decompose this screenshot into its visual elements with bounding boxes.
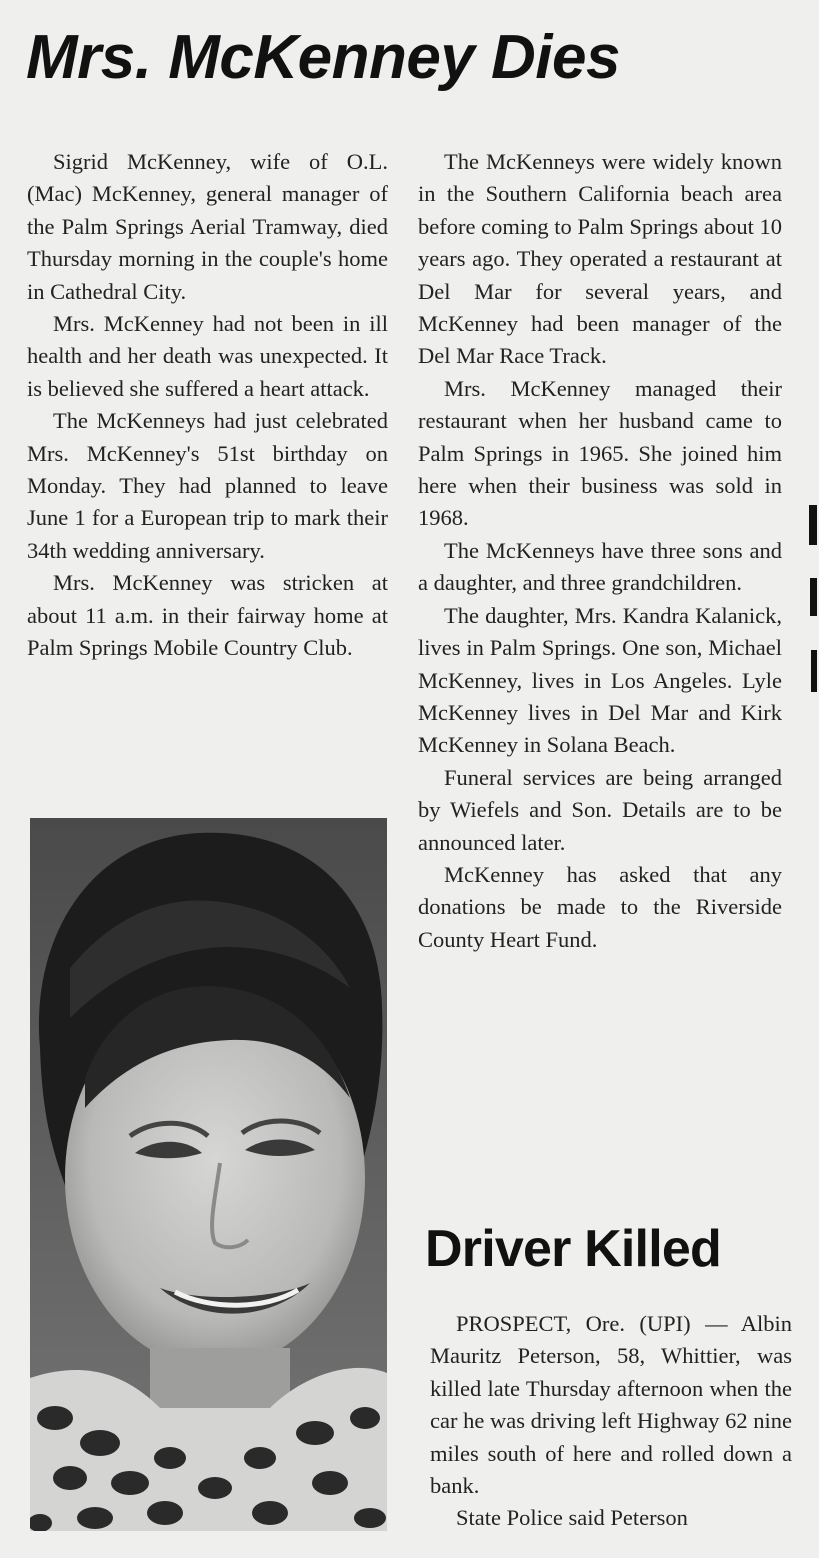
paragraph: Mrs. McKenney was stricken at about 11 a.m. in their fairway home at Palm Springs Mobile Country Club. [27, 570, 388, 661]
story-column-left [27, 146, 388, 665]
paragraph: Funeral services are being arranged by Wiefels and Son. Details are to be announced later. [418, 764, 782, 855]
adjacent-column-edge [810, 578, 817, 616]
portrait-photo [30, 818, 387, 1531]
paragraph: State Police said Peterson [456, 1505, 688, 1531]
second-story-column [430, 1308, 792, 1558]
paragraph: The McKenneys were widely known in the Southern California beach area before coming to Palm Springs about 10 years ago. They operated a restaurant at Del Mar for several years, and McKenney had been manager of the Del Mar Race Track. [418, 149, 782, 369]
paragraph: The McKenneys have three sons and a daughter, and three grandchildren. [418, 537, 782, 596]
headline: Mrs. McKenney Dies [26, 23, 620, 92]
paragraph: The daughter, Mrs. Kandra Kalanick, lives in Palm Springs. One son, Michael McKenney, lives in Los Angeles. Lyle McKenney lives in Del Mar and Kirk McKenney in Solana Beach. [418, 602, 782, 758]
paragraph: The McKenneys had just celebrated Mrs. McKenney's 51st birthday on Monday. They had planned to leave June 1 for a European trip to mark their 34th wedding anniversary. [27, 408, 388, 563]
story-column-right [418, 146, 782, 956]
paragraph: McKenney has asked that any donations be made to the Riverside County Heart Fund. [418, 861, 782, 952]
second-story-headline: Driver Killed [425, 1220, 721, 1278]
adjacent-column-edge [809, 505, 817, 545]
paragraph: PROSPECT, Ore. (UPI) — Albin Mauritz Peterson, 58, Whittier, was killed late Thursday afternoon when the car he was driving left Highway 62 nine miles south of here and rolled down a bank. [430, 1311, 792, 1499]
portrait-illustration [30, 818, 387, 1531]
adjacent-column-edge [811, 650, 817, 692]
paragraph: Sigrid McKenney, wife of O.L. (Mac) McKenney, general manager of the Palm Springs Aerial Tramway, died Thursday morning in the couple's home in Cathedral City. [27, 149, 388, 304]
paragraph: Mrs. McKenney managed their restaurant when her husband came to Palm Springs in 1965. She joined him here when their business was sold in 1968. [418, 375, 782, 531]
paragraph: Mrs. McKenney had not been in ill health and her death was unexpected. It is believed she suffered a heart attack. [27, 311, 388, 401]
